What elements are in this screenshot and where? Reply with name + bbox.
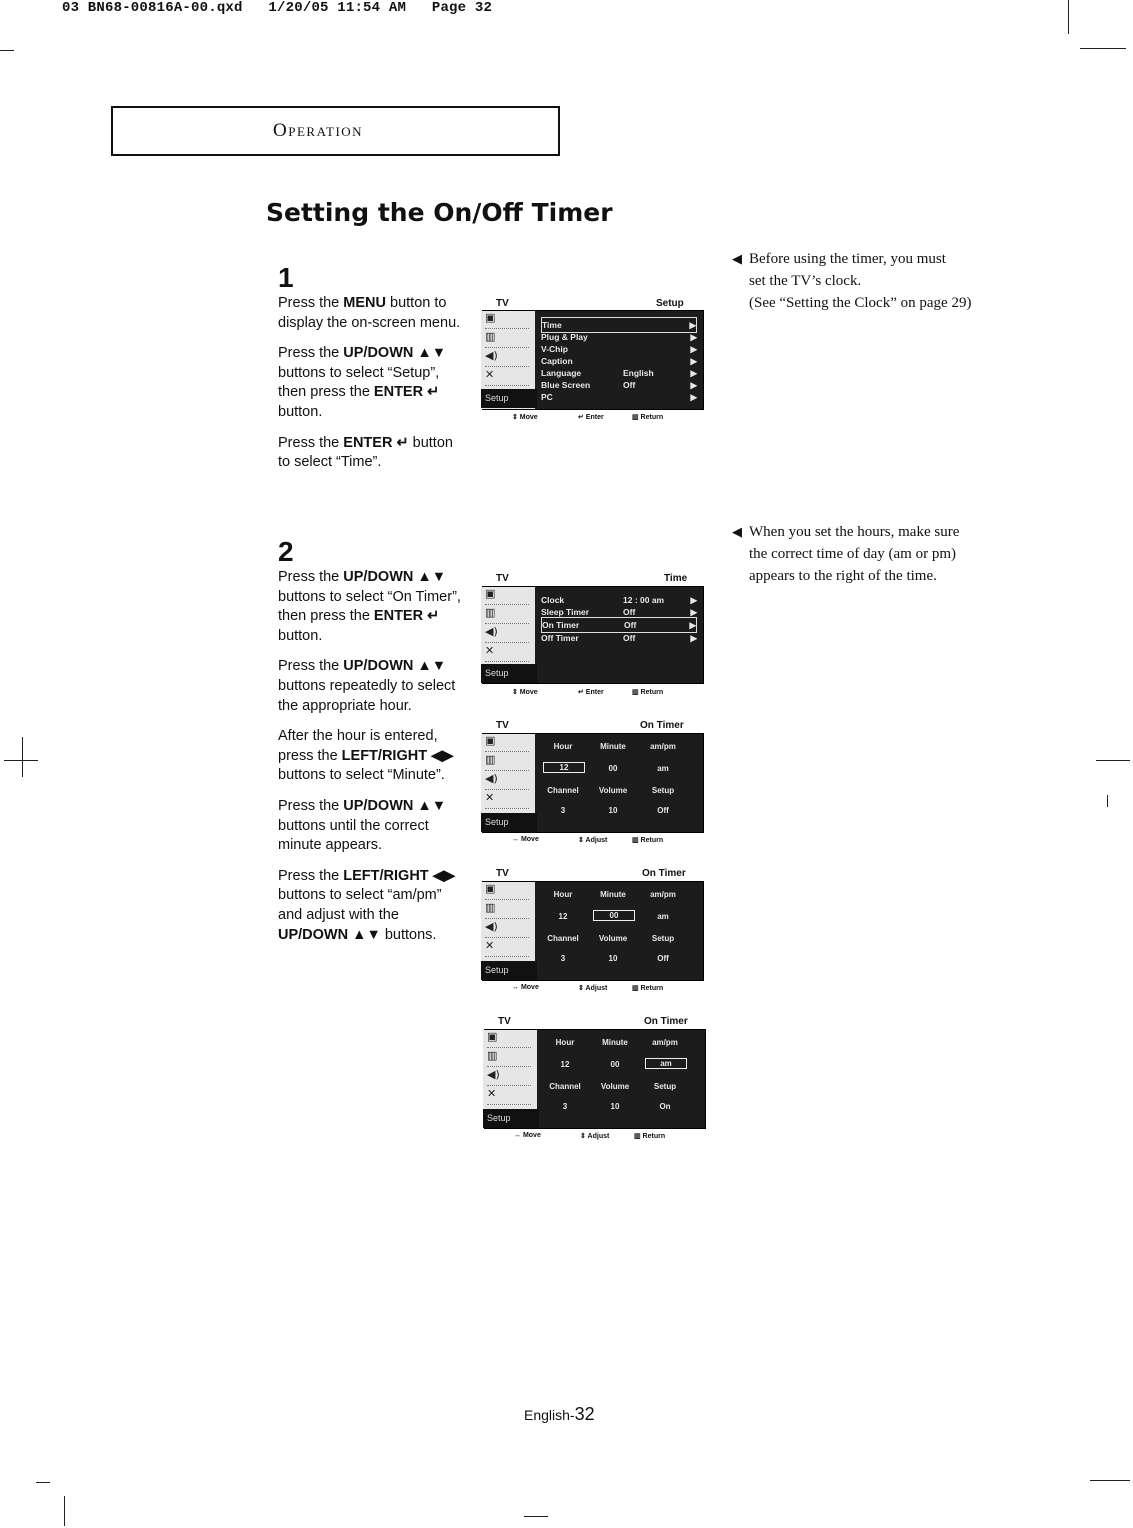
osd-nav-return: ▥ Return [632, 985, 664, 992]
grid-cell: am [657, 912, 669, 921]
instruction-text: button to display the on-screen menu. [278, 295, 461, 331]
osd-nav-return: ▥ Return [632, 837, 664, 844]
grid-cell: 00 [608, 764, 618, 773]
grid-cell: Off [657, 806, 669, 815]
sound-icon: ▥ [485, 901, 529, 919]
grid-cell: 3 [562, 1102, 568, 1111]
channel-icon: ◀) [485, 772, 529, 790]
osd-nav-enter: ↵ Enter [578, 689, 604, 696]
osd-nav-adjust: ⇕ Adjust [578, 837, 608, 844]
picture-icon: ▣ [485, 734, 529, 752]
osd-row: On Timer Off ▶ [541, 617, 697, 633]
step-1-instructions [278, 294, 468, 484]
crop-mark [4, 760, 38, 761]
osd-row: Language English ▶ [541, 368, 697, 378]
step-2-instructions [278, 568, 468, 956]
picture-icon: ▣ [485, 882, 529, 900]
bullet-arrow-icon: ◀ [732, 251, 742, 266]
osd-nav-move: ↔ Move [514, 1132, 541, 1139]
grid-cell: 12 [558, 912, 568, 921]
crop-mark [1080, 48, 1126, 49]
note-line: When you set the hours, make sure [749, 524, 960, 540]
instruction-key-term: LEFT/RIGHT ◀▶ [341, 747, 454, 764]
step-1-number: 1 [278, 262, 294, 293]
grid-cell: am [657, 764, 669, 773]
grid-cell: Volume [598, 786, 628, 795]
grid-cell: On [659, 1102, 671, 1111]
grid-cell: Minute [600, 890, 626, 899]
grid-cell: am/pm [652, 1038, 678, 1047]
instruction-key-term: MENU [343, 295, 386, 311]
instruction-paragraph [278, 867, 468, 945]
page-title: Setting the On/Off Timer [266, 198, 613, 227]
instruction-text: Press the [278, 434, 344, 451]
crop-mark [1068, 0, 1069, 34]
instruction-paragraph [278, 344, 468, 422]
instruction-paragraph [278, 568, 468, 646]
grid-cell: Setup [651, 786, 675, 795]
screen-tv-label: TV [496, 720, 509, 731]
grid-cell: Channel [547, 934, 579, 943]
osd-row: Caption ▶ [541, 356, 697, 366]
osd-nav-enter: ↵ Enter [578, 414, 604, 421]
grid-cell: Setup [651, 934, 675, 943]
crop-mark [36, 1482, 50, 1483]
sound-icon: ▥ [485, 753, 529, 771]
screen-title: On Timer [640, 720, 684, 731]
screen-tv-label: TV [496, 573, 509, 584]
osd-row: Clock 12 : 00 am ▶ [541, 595, 697, 605]
note-line: Before using the timer, you must [749, 251, 946, 267]
note-clock [732, 248, 1019, 314]
channel-icon: ◀) [485, 920, 529, 938]
osd-side-icons [481, 311, 535, 409]
screen-title: Setup [656, 298, 684, 309]
grid-cell: am/pm [650, 742, 676, 751]
grid-cell: 3 [560, 806, 566, 815]
osd-side-icons [481, 587, 535, 683]
osd-screen-time [482, 586, 704, 684]
osd-side-icons [481, 734, 535, 832]
grid-cell: Setup [653, 1082, 677, 1091]
grid-cell-selected: 12 [543, 762, 585, 773]
step-2-number: 2 [278, 536, 294, 567]
setup-icon: Setup [483, 1109, 539, 1128]
osd-nav-move: ⇕ Move [512, 689, 538, 696]
antenna-icon: ✕ [485, 644, 529, 662]
picture-icon: ▣ [487, 1030, 531, 1048]
antenna-icon: ✕ [487, 1087, 531, 1105]
instruction-key-term: ENTER ↵ [343, 434, 409, 451]
grid-cell: Minute [600, 742, 626, 751]
sound-icon: ▥ [485, 606, 529, 624]
grid-cell: Volume [598, 934, 628, 943]
print-slug: 03 BN68-00816A-00.qxd 1/20/05 11:54 AM Page 32 [62, 0, 493, 16]
instruction-text: buttons until the correct minute appears. [278, 817, 429, 854]
bullet-arrow-icon: ◀ [732, 524, 742, 539]
grid-cell: 12 [560, 1060, 570, 1069]
instruction-text: button. [278, 627, 323, 644]
grid-cell: Hour [553, 890, 573, 899]
instruction-paragraph [278, 434, 468, 473]
section-header-box [111, 106, 560, 156]
note-ampm [732, 521, 1019, 587]
screen-tv-label: TV [496, 298, 509, 309]
grid-cell: Channel [549, 1082, 581, 1091]
instruction-paragraph [278, 727, 468, 786]
osd-screen-on-timer-hour [482, 733, 704, 833]
instruction-text: Press the [278, 295, 344, 311]
antenna-icon: ✕ [485, 791, 529, 809]
picture-icon: ▣ [485, 311, 529, 329]
screen-title: On Timer [644, 1016, 688, 1027]
instruction-key-term: ENTER ↵ [373, 384, 440, 401]
setup-icon: Setup [481, 961, 537, 980]
sound-icon: ▥ [487, 1049, 531, 1067]
grid-cell: Hour [555, 1038, 575, 1047]
crop-mark [1096, 760, 1130, 761]
grid-cell: 00 [610, 1060, 620, 1069]
instruction-text: buttons. [380, 926, 437, 943]
grid-cell: 10 [608, 806, 618, 815]
antenna-icon: ✕ [485, 368, 529, 386]
instruction-text: Press the [278, 658, 344, 675]
osd-nav-return: ▥ Return [632, 414, 664, 421]
note-line: the correct time of day (am or pm) [749, 546, 956, 562]
grid-cell: Minute [602, 1038, 628, 1047]
crop-mark [22, 737, 23, 777]
instruction-key-term: UP/DOWN ▲▼ [343, 658, 447, 675]
channel-icon: ◀) [485, 625, 529, 643]
instruction-text: button. [278, 403, 323, 420]
osd-nav-move: ⇕ Move [512, 414, 538, 421]
setup-icon: Setup [481, 664, 537, 683]
instruction-text: button to select “Time”. [278, 434, 453, 471]
osd-side-icons [483, 1030, 537, 1128]
osd-nav-return: ▥ Return [632, 689, 664, 696]
instruction-paragraph [278, 797, 468, 856]
osd-row: Time ▶ [541, 317, 697, 333]
channel-icon: ◀) [485, 349, 529, 367]
osd-nav-adjust: ⇕ Adjust [580, 1133, 610, 1140]
osd-nav-return: ▥ Return [634, 1133, 666, 1140]
picture-icon: ▣ [485, 587, 529, 605]
crop-mark [64, 1496, 65, 1526]
osd-nav-move: ↔ Move [512, 836, 539, 843]
osd-row: V-Chip ▶ [541, 344, 697, 354]
section-label: Operation [273, 120, 364, 141]
note-line: set the TV’s clock. [749, 273, 862, 289]
page-number: 32 [574, 1404, 595, 1424]
note-line: appears to the right of the time. [749, 568, 937, 584]
grid-cell: Off [657, 954, 669, 963]
instruction-key-term: UP/DOWN ▲▼ [343, 345, 447, 362]
osd-side-icons [481, 882, 535, 980]
osd-row: Sleep Timer Off ▶ [541, 607, 697, 617]
crop-mark [524, 1516, 548, 1517]
channel-icon: ◀) [487, 1068, 531, 1086]
grid-cell: 3 [560, 954, 566, 963]
crop-mark [1090, 1480, 1130, 1481]
instruction-paragraph [278, 294, 468, 333]
osd-screen-setup [482, 310, 704, 410]
instruction-key-term: UP/DOWN ▲▼ [278, 926, 381, 943]
instruction-key-term: ENTER ↵ [373, 608, 440, 625]
osd-row: PC ▶ [541, 392, 697, 402]
screen-title: On Timer [642, 868, 686, 879]
instruction-text: buttons to select “On Timer”, then press the [278, 588, 461, 625]
instruction-text: buttons to select “Setup”, then press the [278, 364, 440, 401]
instruction-key-term: UP/DOWN ▲▼ [343, 797, 447, 814]
instruction-text: After the hour is entered, press the [278, 728, 438, 764]
osd-screen-on-timer-minute [482, 881, 704, 981]
screen-tv-label: TV [496, 868, 509, 879]
instruction-key-term: LEFT/RIGHT ◀▶ [343, 867, 455, 884]
setup-icon: Setup [481, 389, 537, 408]
grid-cell-selected: am [645, 1058, 687, 1069]
osd-row: Blue Screen Off ▶ [541, 380, 697, 390]
instruction-text: buttons repeatedly to select the appropriate hour. [278, 677, 456, 714]
osd-row: Off Timer Off ▶ [541, 633, 697, 643]
sound-icon: ▥ [485, 330, 529, 348]
instruction-text: buttons to select “am/pm” and adjust with the [278, 887, 442, 923]
grid-cell: 10 [610, 1102, 620, 1111]
osd-row: Plug & Play ▶ [541, 332, 697, 342]
instruction-text: Press the [278, 345, 344, 362]
instruction-text: Press the [278, 797, 344, 814]
osd-nav-move: ↔ Move [512, 984, 539, 991]
grid-cell: Channel [547, 786, 579, 795]
grid-cell: Volume [600, 1082, 630, 1091]
antenna-icon: ✕ [485, 939, 529, 957]
grid-cell-selected: 00 [593, 910, 635, 921]
footer-language: English- [524, 1407, 575, 1423]
screen-title: Time [664, 573, 688, 584]
grid-cell: Hour [553, 742, 573, 751]
instruction-paragraph [278, 657, 468, 716]
grid-cell: am/pm [650, 890, 676, 899]
instruction-text: buttons to select “Minute”. [278, 767, 445, 784]
osd-screen-on-timer-ampm [484, 1029, 706, 1129]
crop-mark [1107, 795, 1108, 807]
instruction-text: Press the [278, 569, 344, 585]
instruction-text: Press the [278, 867, 344, 884]
osd-nav-adjust: ⇕ Adjust [578, 985, 608, 992]
note-line: (See “Setting the Clock” on page 29) [749, 295, 972, 311]
page-footer [524, 1404, 595, 1425]
setup-icon: Setup [481, 813, 537, 832]
crop-mark [0, 50, 14, 51]
grid-cell: 10 [608, 954, 618, 963]
screen-tv-label: TV [498, 1016, 511, 1027]
instruction-key-term: UP/DOWN ▲▼ [343, 569, 447, 585]
